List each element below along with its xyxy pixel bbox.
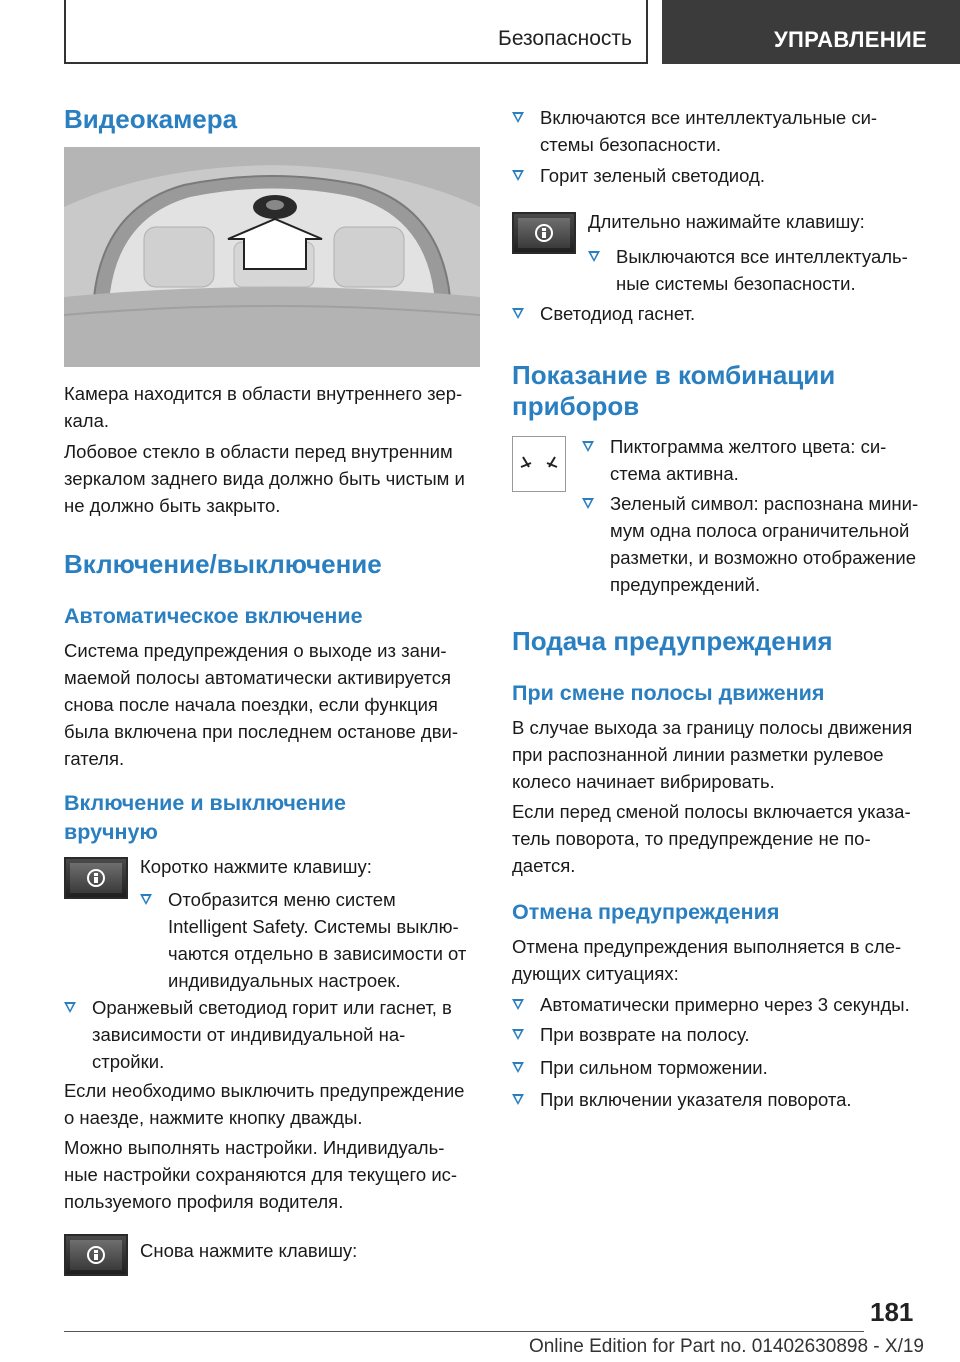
text-line: пользуемого профиля водителя. bbox=[64, 1191, 344, 1212]
text-line: не должно быть закрыто. bbox=[64, 495, 281, 516]
text-line: колесо начинает вибрировать. bbox=[512, 771, 775, 792]
text-line: Автоматически примерно через 3 секунды. bbox=[540, 994, 910, 1015]
heading-camera: Видеокамера bbox=[64, 104, 238, 134]
camera-paragraph-1 bbox=[64, 380, 462, 434]
heading-auto-on: Автоматическое включение bbox=[64, 604, 363, 628]
triangle-bullet-icon bbox=[512, 1029, 524, 1040]
text-line: приборов bbox=[512, 391, 640, 421]
triangle-bullet-icon bbox=[588, 251, 600, 262]
text-line: при распознанной линии разметки рулевое bbox=[512, 744, 884, 765]
camera-paragraph-2 bbox=[64, 438, 465, 519]
heading-cluster-display bbox=[512, 360, 835, 422]
text-line: Зеленый символ: распознана мини- bbox=[610, 493, 919, 514]
text-line: чаются отдельно в зависимости от bbox=[168, 943, 467, 964]
text-line: Горит зеленый светодиод. bbox=[540, 165, 765, 186]
text-line: При возврате на полосу. bbox=[540, 1024, 750, 1045]
auto-paragraph bbox=[64, 637, 458, 772]
bullet-item bbox=[140, 886, 480, 996]
safety-button-icon bbox=[64, 857, 128, 899]
text-line: зеркалом заднего вида должно быть чистым и bbox=[64, 468, 465, 489]
text-line: стемы безопасности. bbox=[540, 134, 722, 155]
text-line: гателя. bbox=[64, 748, 125, 769]
cancel-paragraph bbox=[512, 933, 901, 987]
press-again-text: Снова нажмите клавишу: bbox=[140, 1240, 358, 1261]
text-line: В случае выхода за границу полосы движения bbox=[512, 717, 913, 738]
settings-paragraph bbox=[64, 1134, 457, 1215]
text-line: При включении указателя поворота. bbox=[540, 1089, 852, 1110]
bullet-item bbox=[512, 1021, 932, 1049]
header-chapter-title: УПРАВЛЕНИЕ bbox=[774, 27, 927, 52]
triangle-bullet-icon bbox=[582, 441, 594, 452]
triangle-bullet-icon bbox=[64, 1002, 76, 1013]
bullet-item bbox=[512, 162, 932, 190]
bullet-item bbox=[512, 1054, 932, 1082]
text-line: Оранжевый светодиод горит или гаснет, в bbox=[92, 997, 452, 1018]
lane-departure-icon bbox=[512, 436, 566, 492]
lane-change-paragraph bbox=[512, 714, 912, 795]
text-line: Выключаются все интеллектуаль- bbox=[616, 246, 908, 267]
text-line: Включение и выключение bbox=[64, 791, 346, 815]
heading-manual bbox=[64, 789, 346, 847]
off-paragraph bbox=[64, 1077, 464, 1131]
triangle-bullet-icon bbox=[512, 112, 524, 123]
text-line: стройки. bbox=[92, 1051, 165, 1072]
text-line: тель поворота, то предупреждение не по- bbox=[512, 828, 871, 849]
footer-edition: Online Edition for Part no. 01402630898 - X/19 bbox=[528, 1336, 924, 1357]
text-line: ные системы безопасности. bbox=[616, 273, 856, 294]
text-line: Включаются все интеллектуальные си- bbox=[540, 107, 878, 128]
text-line: ные настройки сохраняются для текущего ис- bbox=[64, 1164, 458, 1185]
bullet-item bbox=[512, 104, 932, 160]
text-line: была включена при последнем останове дви- bbox=[64, 721, 459, 742]
triangle-bullet-icon bbox=[512, 1062, 524, 1073]
text-line: Показание в комбинации bbox=[512, 360, 836, 390]
text-line: зависимости от индивидуальной на- bbox=[92, 1024, 406, 1045]
triangle-bullet-icon bbox=[140, 894, 152, 905]
header-chapter-box bbox=[662, 0, 960, 64]
text-line: Если перед сменой полосы включается указа- bbox=[512, 801, 911, 822]
text-line: предупреждений. bbox=[610, 574, 761, 595]
text-line: снова после начала поездки, если функция bbox=[64, 694, 438, 715]
text-line: индивидуальных настроек. bbox=[168, 970, 401, 991]
heading-lane-change: При смене полосы движения bbox=[512, 681, 825, 705]
press-short-text: Коротко нажмите клавишу: bbox=[140, 856, 372, 877]
bullet-item bbox=[582, 490, 938, 600]
text-line: Светодиод гаснет. bbox=[540, 303, 696, 324]
safety-button-icon bbox=[64, 1234, 128, 1276]
page-number: 181 bbox=[870, 1297, 914, 1327]
text-line: Можно выполнять настройки. Индивидуаль- bbox=[64, 1137, 445, 1158]
camera-illustration bbox=[64, 147, 480, 367]
text-line: Камера находится в области внутреннего зер- bbox=[64, 383, 463, 404]
text-line: дается. bbox=[512, 855, 576, 876]
text-line: Система предупреждения о выходе из зани- bbox=[64, 640, 447, 661]
heading-warning: Подача предупреждения bbox=[512, 626, 833, 656]
text-line: стема активна. bbox=[610, 463, 739, 484]
text-line: Лобовое стекло в области перед внутренним bbox=[64, 441, 453, 462]
bullet-item bbox=[512, 300, 932, 328]
text-line: Пиктограмма желтого цвета: си- bbox=[610, 436, 887, 457]
text-line: вручную bbox=[64, 820, 158, 844]
triangle-bullet-icon bbox=[512, 1094, 524, 1105]
text-line: маемой полосы автоматически активируется bbox=[64, 667, 451, 688]
header-section-box bbox=[64, 0, 648, 64]
text-line: Отмена предупреждения выполняется в сле- bbox=[512, 936, 902, 957]
text-line: Intelligent Safety. Системы выклю- bbox=[168, 916, 459, 937]
press-long-text: Длительно нажимайте клавишу: bbox=[588, 211, 865, 232]
triangle-bullet-icon bbox=[582, 498, 594, 509]
indicator-paragraph bbox=[512, 798, 911, 879]
text-line: При сильном торможении. bbox=[540, 1057, 768, 1078]
triangle-bullet-icon bbox=[512, 170, 524, 181]
heading-on-off: Включение/выключение bbox=[64, 549, 382, 579]
safety-button-icon bbox=[512, 212, 576, 254]
triangle-bullet-icon bbox=[512, 308, 524, 319]
text-line: о наезде, нажмите кнопку дважды. bbox=[64, 1107, 363, 1128]
heading-cancel: Отмена предупреждения bbox=[512, 900, 780, 924]
text-line: разметки, и возможно отображение bbox=[610, 547, 917, 568]
footer-divider bbox=[64, 1331, 864, 1332]
text-line: Если необходимо выключить предупреждение bbox=[64, 1080, 465, 1101]
bullet-item bbox=[64, 994, 480, 1076]
text-line: Отобразится меню систем bbox=[168, 889, 396, 910]
bullet-item bbox=[582, 433, 938, 489]
bullet-item bbox=[512, 1086, 932, 1114]
text-line: мум одна полоса ограничительной bbox=[610, 520, 910, 541]
text-line: дующих ситуациях: bbox=[512, 963, 679, 984]
text-line: кала. bbox=[64, 410, 110, 431]
bullet-item bbox=[512, 991, 942, 1019]
triangle-bullet-icon bbox=[512, 999, 524, 1010]
header-section-title: Безопасность bbox=[498, 27, 632, 50]
bullet-item bbox=[588, 243, 938, 299]
